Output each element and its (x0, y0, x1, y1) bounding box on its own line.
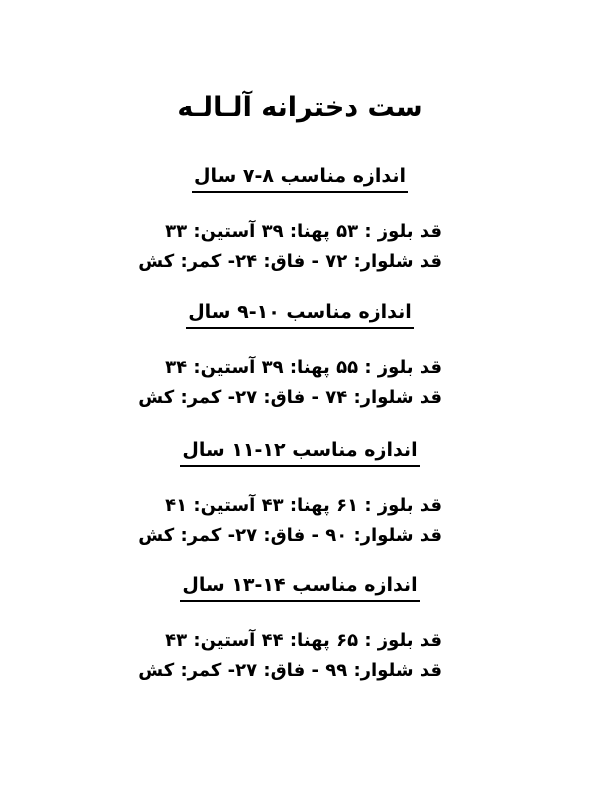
blouse-measurements: قد بلوز : ۵۳ پهنا: ۳۹ آستین: ۳۳ (165, 221, 442, 242)
section-heading (0, 162, 600, 194)
blouse-measurements: قد بلوز : ۵۵ پهنا: ۳۹ آستین: ۳۴ (165, 357, 442, 378)
blouse-measurements: قد بلوز : ۶۱ پهنا: ۴۳ آستین: ۴۱ (165, 495, 442, 516)
pants-measurements: قد شلوار: ۷۴ - فاق: ۲۷- کمر: کش (138, 387, 442, 408)
blouse-measurements: قد بلوز : ۶۵ پهنا: ۴۴ آستین: ۴۳ (165, 630, 442, 651)
pants-measurements: قد شلوار: ۷۲ - فاق: ۲۴- کمر: کش (138, 251, 442, 272)
section-heading-text: اندازه مناسب ۸-۷ سال (192, 162, 408, 193)
page-title: ست دخترانه آلـالـه (177, 92, 423, 123)
size-section-9-10 (0, 298, 600, 408)
section-heading (0, 436, 600, 468)
size-section-7-8 (0, 162, 600, 272)
section-heading-text: اندازه مناسب ۱۲-۱۱ سال (180, 436, 419, 467)
pants-measurements: قد شلوار: ۹۰ - فاق: ۲۷- کمر: کش (138, 525, 442, 546)
size-section-11-12 (0, 436, 600, 546)
section-heading-text: اندازه مناسب ۱۰-۹ سال (186, 298, 414, 329)
pants-measurements: قد شلوار: ۹۹ - فاق: ۲۷- کمر: کش (138, 660, 442, 681)
section-heading (0, 298, 600, 330)
size-section-13-14 (0, 571, 600, 681)
section-heading (0, 571, 600, 603)
section-heading-text: اندازه مناسب ۱۴-۱۳ سال (180, 571, 419, 602)
